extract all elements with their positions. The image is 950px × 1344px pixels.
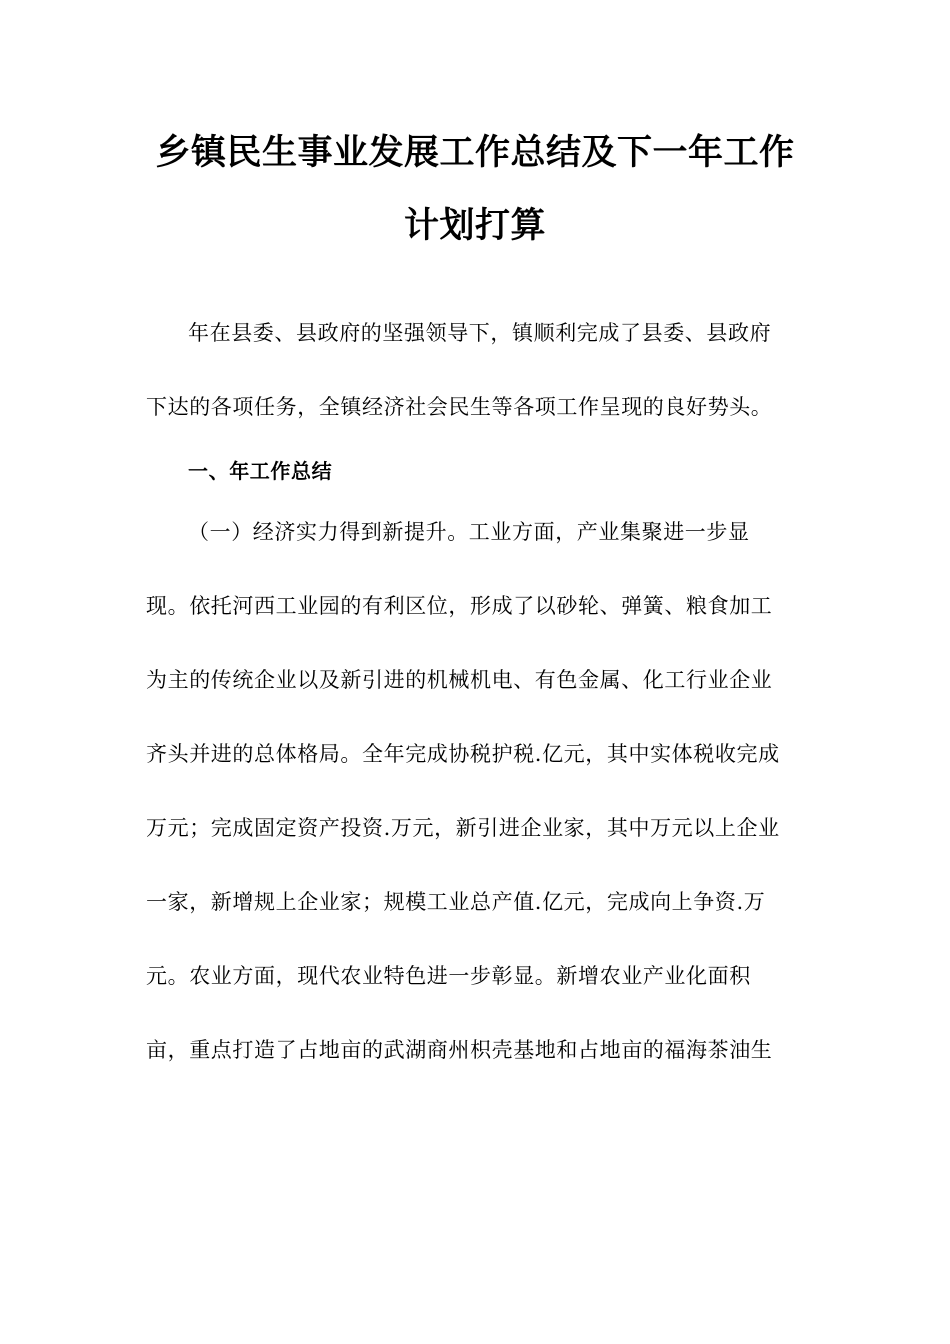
- paragraph-line-6: 一家，新增规上企业家；规模工业总产值.亿元，完成向上争资.万: [146, 890, 766, 914]
- paragraph-line-2: 现。依托河西工业园的有利区位，形成了以砂轮、弹簧、粮食加工: [146, 594, 773, 618]
- document-title-line-2: 计划打算: [403, 206, 546, 246]
- intro-line-2: 下达的各项任务，全镇经济社会民生等各项工作呈现的良好势头。: [146, 395, 773, 419]
- paragraph-line-7: 元。农业方面，现代农业特色进一步彰显。新增农业产业化面积: [146, 964, 751, 988]
- section-heading: 一、年工作总结: [188, 459, 333, 483]
- paragraph-line-5: 万元；完成固定资产投资.万元，新引进企业家，其中万元以上企业: [146, 816, 780, 840]
- intro-line-1: 年在县委、县政府的坚强领导下，镇顺利完成了县委、县政府: [188, 321, 772, 345]
- paragraph-line-8: 亩，重点打造了占地亩的武湖商州枳壳基地和占地亩的福海茶油生: [146, 1038, 773, 1062]
- paragraph-line-1: （一）经济实力得到新提升。工业方面，产业集聚进一步显: [188, 520, 750, 544]
- paragraph-line-3: 为主的传统企业以及新引进的机械机电、有色金属、化工行业企业: [146, 668, 773, 692]
- paragraph-line-4: 齐头并进的总体格局。全年完成协税护税.亿元，其中实体税收完成: [146, 742, 780, 766]
- document-title-line-1: 乡镇民生事业发展工作总结及下一年工作: [155, 133, 795, 173]
